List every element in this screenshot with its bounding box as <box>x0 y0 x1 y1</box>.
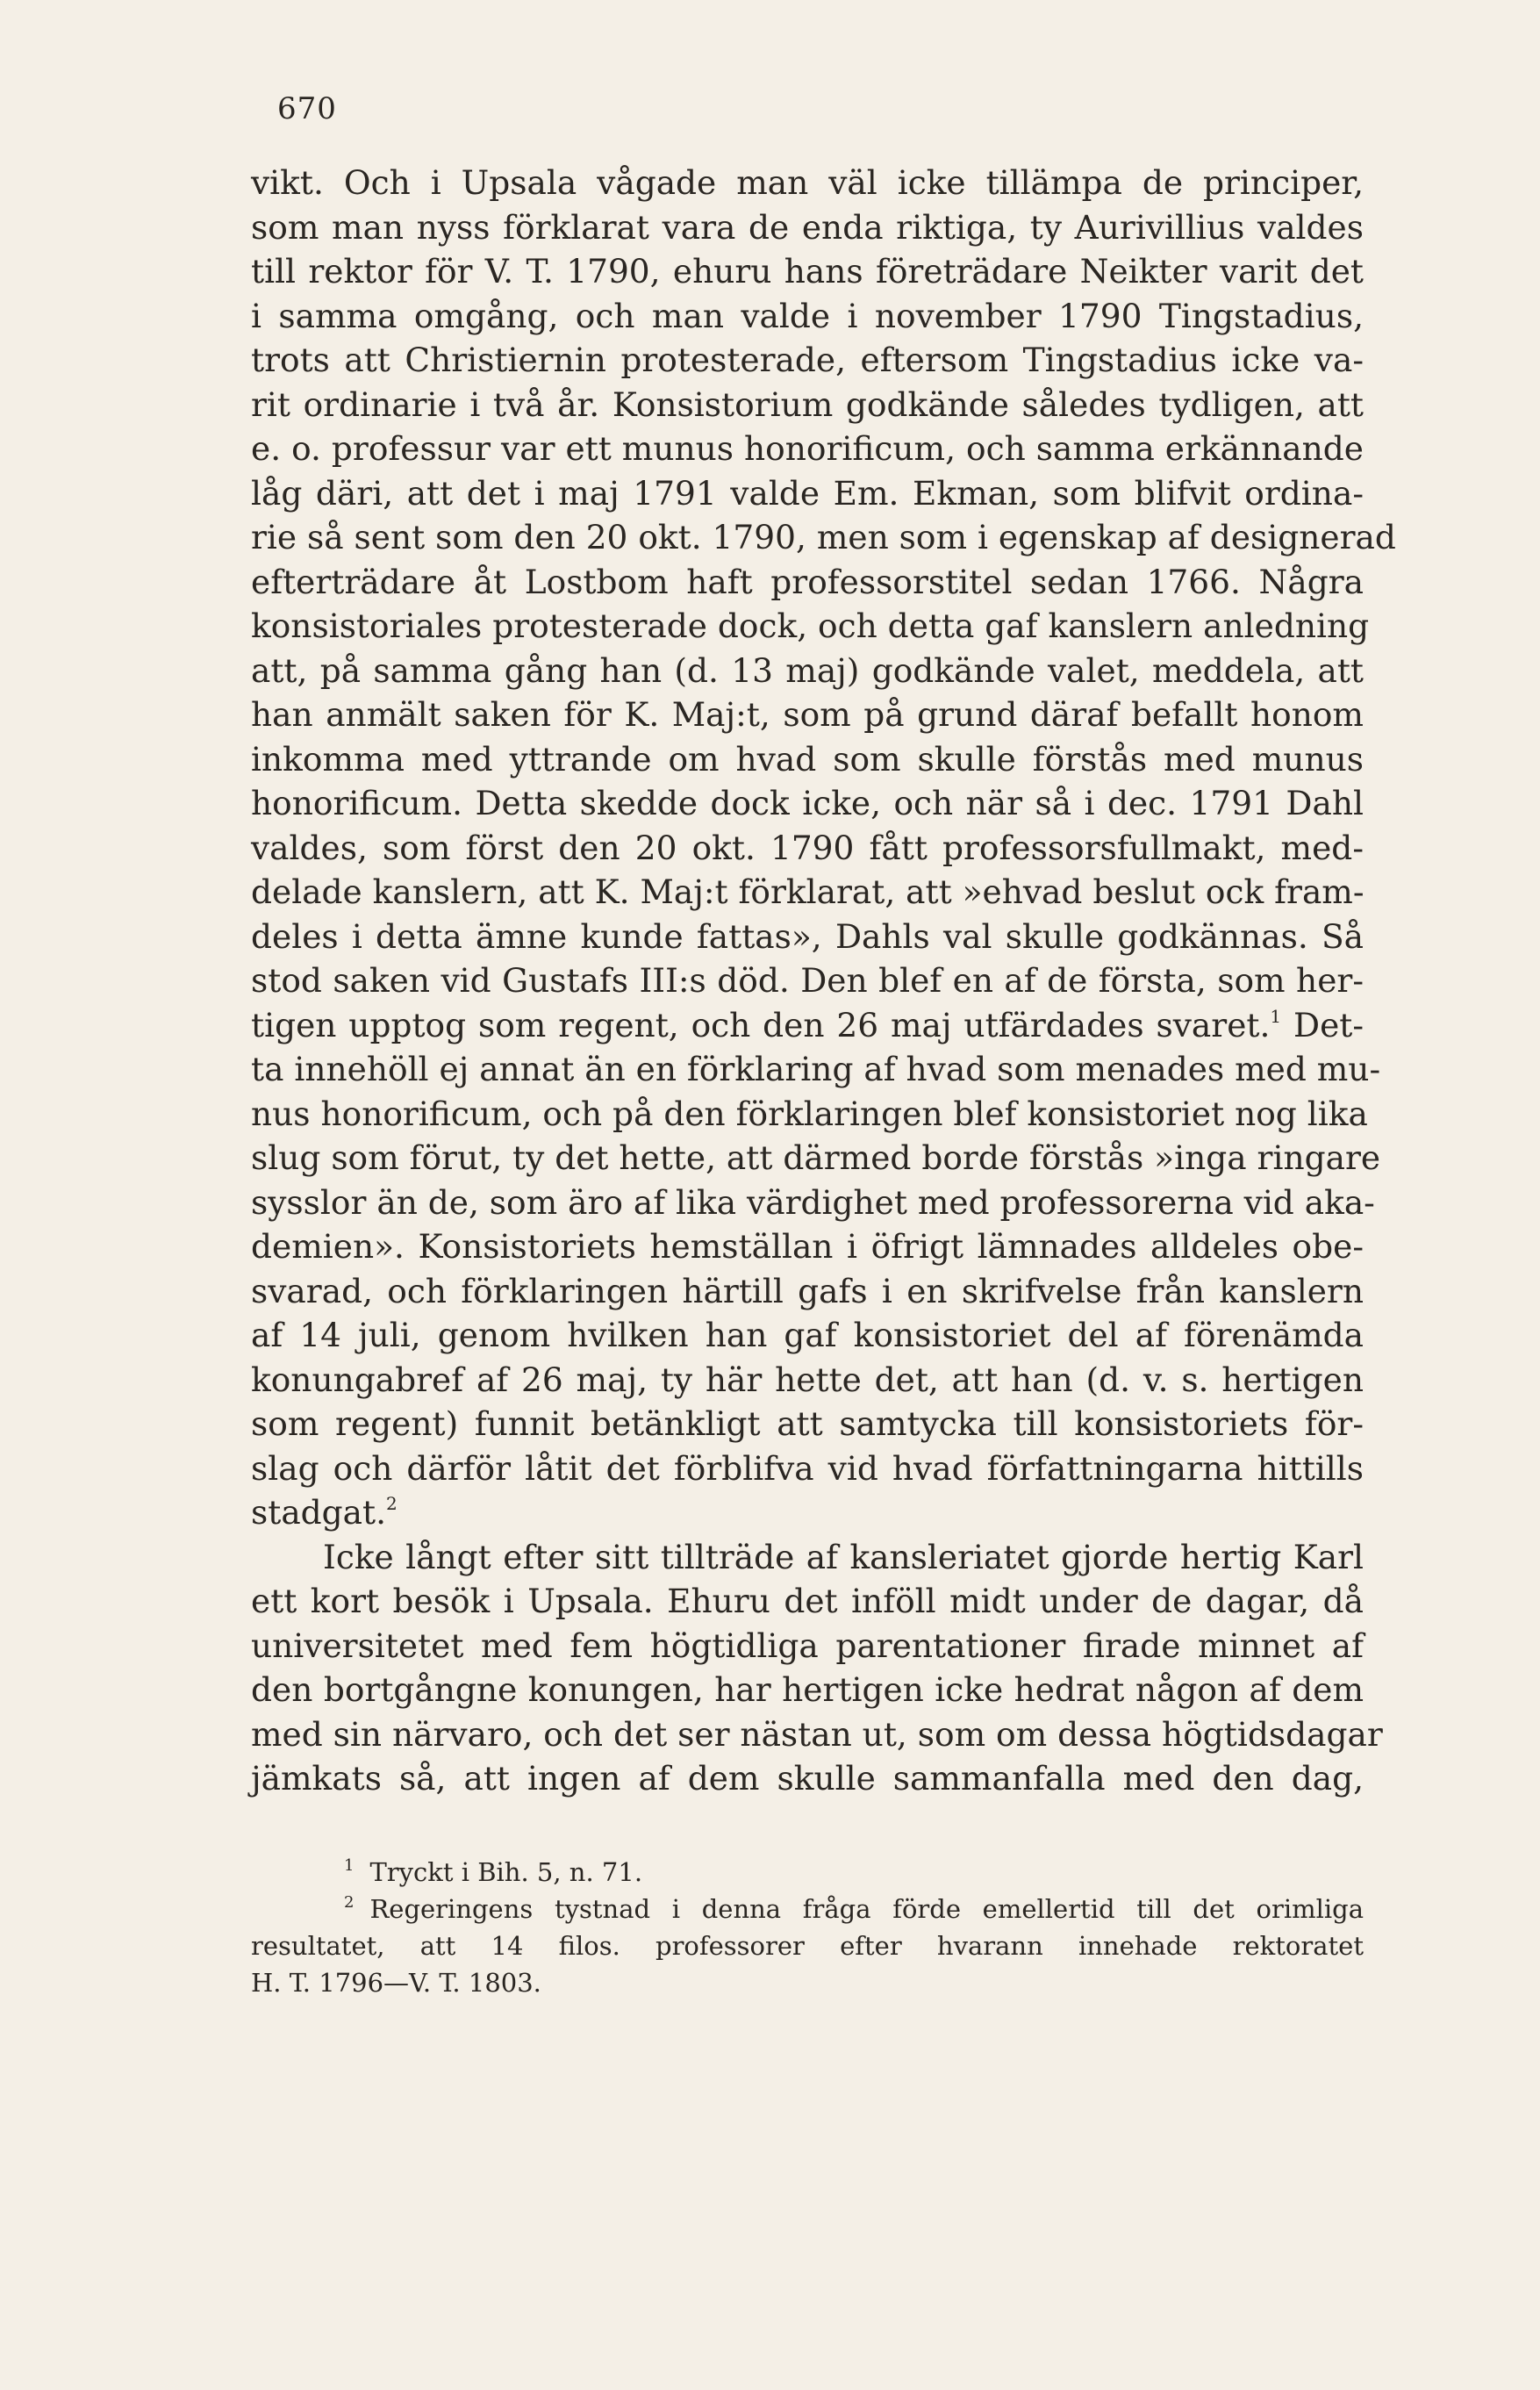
body-line: konsistoriales protesterade dock, och detta gaf kanslern anledning <box>251 606 1370 645</box>
body-line-text: stadgat. <box>251 1493 387 1532</box>
footnote-text: Regeringens tystnad i denna fråga förde emellertid till det orimliga <box>369 1894 1364 1924</box>
paragraph-start-line: Icke långt efter sitt tillträde af kansleriatet gjorde hertig Karl <box>323 1537 1364 1576</box>
footnote-ref[interactable]: 1 <box>1270 1005 1282 1027</box>
footnote-text-line: H. T. 1796—V. T. 1803. <box>251 1968 541 1998</box>
footnotes <box>251 1854 1364 2001</box>
body-line: universitetet med fem högtidliga parentationer firade minnet af <box>251 1626 1364 1665</box>
page-number: 670 <box>277 91 337 126</box>
footnote-1: 1 Tryckt i Bih. 5, n. 71. <box>344 1856 643 1887</box>
body-line: nus honorificum, och på den förklaringen blef konsistoriet nog lika <box>251 1094 1368 1133</box>
body-line-text: tigen upptog som regent, och den 26 maj utfärdades svaret. <box>251 1005 1271 1044</box>
body-line: e. o. professur var ett munus honorificum, och samma erkännande <box>251 429 1364 468</box>
body-line: vikt. Och i Upsala vågade man väl icke tillämpa de principer, <box>251 163 1364 202</box>
body-line: rit ordinarie i två år. Konsistorium godkände således tydligen, att <box>251 384 1364 424</box>
footnote-2: 2 Regeringens tystnad i denna fråga förde emellertid till det orimliga <box>344 1893 1364 1924</box>
hyphenated-continuation: Det- <box>1293 1005 1364 1044</box>
body-line: stod saken vid Gustafs III:s död. Den blef en af de första, som her- <box>251 961 1364 1000</box>
body-line: deles i detta ämne kunde fattas», Dahls val skulle godkännas. Så <box>251 916 1364 956</box>
body-line: ett kort besök i Upsala. Ehuru det inföll midt under de dagar, då <box>251 1582 1364 1620</box>
body-line: af 14 juli, genom hvilken han gaf konsistoriet del af förenämda <box>251 1316 1364 1354</box>
body-line: demien». Konsistoriets hemställan i öfrigt lämnades alldeles obe- <box>251 1227 1364 1266</box>
body-line: ta innehöll ej annat än en förklaring af hvad som menades med mu- <box>251 1050 1381 1088</box>
body-text <box>251 161 1396 1801</box>
body-line: delade kanslern, att K. Maj:t förklarat, att »ehvad beslut ock fram- <box>251 872 1365 911</box>
paragraph-end-line <box>251 1490 1364 1535</box>
body-line: sysslor än de, som äro af lika värdighet med professorerna vid aka- <box>251 1182 1375 1222</box>
body-line: den bortgångne konungen, har hertigen icke hedrat någon af dem <box>251 1670 1364 1709</box>
body-line: som man nyss förklarat vara de enda riktiga, ty Aurivillius valdes <box>251 207 1364 247</box>
body-line: efterträdare åt Lostbom haft professorstitel sedan 1766. Några <box>251 562 1364 601</box>
body-line: som regent) funnit betänkligt att samtycka till konsistoriets för- <box>251 1404 1364 1443</box>
body-line: till rektor för V. T. 1790, ehuru hans företrädare Neikter varit det <box>251 252 1364 291</box>
body-line: rie så sent som den 20 okt. 1790, men som i egenskap af designerad <box>251 518 1396 556</box>
body-line: han anmält saken för K. Maj:t, som på grund däraf befallt honom <box>251 695 1364 734</box>
body-line: med sin närvaro, och det ser nästan ut, som om dessa högtidsdagar <box>251 1714 1383 1754</box>
body-line: honorificum. Detta skedde dock icke, och när så i dec. 1791 Dahl <box>251 784 1364 822</box>
body-line-with-footnote-ref <box>251 1003 1364 1048</box>
body-line: svarad, och förklaringen härtill gafs i en skrifvelse från kanslern <box>251 1271 1364 1310</box>
body-line: inkomma med yttrande om hvad som skulle förstås med munus <box>251 739 1364 779</box>
body-line: trots att Christiernin protesterade, eftersom Tingstadius icke va- <box>251 341 1364 379</box>
footnote-text-line: resultatet, att 14 filos. professorer efter hvarann innehade rektoratet <box>251 1931 1364 1961</box>
body-line: låg däri, att det i maj 1791 valde Em. Ekman, som blifvit ordina- <box>251 473 1364 513</box>
body-line: i samma omgång, och man valde i november 1790 Tingstadius, <box>251 296 1364 335</box>
body-line: jämkats så, att ingen af dem skulle sammanfalla med den dag, <box>251 1759 1364 1798</box>
body-line: valdes, som först den 20 okt. 1790 fått professorsfullmakt, med- <box>251 828 1364 867</box>
footnote-ref[interactable]: 2 <box>386 1493 398 1514</box>
body-line: att, på samma gång han (d. 13 maj) godkände valet, meddela, att <box>251 650 1364 690</box>
body-line: slag och därför låtit det förblifva vid hvad författningarna hittills <box>251 1448 1364 1488</box>
footnote-text: Tryckt i Bih. 5, n. 71. <box>369 1857 643 1887</box>
body-line: konungabref af 26 maj, ty här hette det, att han (d. v. s. hertigen <box>251 1360 1364 1399</box>
body-line: slug som förut, ty det hette, att därmed borde förstås »inga ringare <box>251 1138 1381 1177</box>
